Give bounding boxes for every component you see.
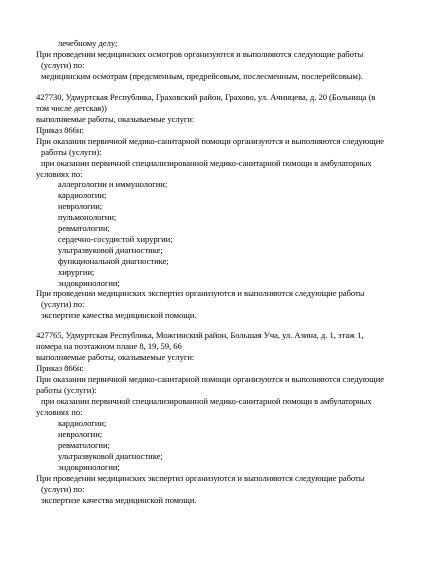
list-item: кардиологии;	[58, 418, 107, 428]
list-item: хирургии;	[58, 267, 95, 277]
order-reference: Приказ 866н:	[36, 363, 84, 373]
text-line: При оказании первичной медико-санитарной помощи организуются и выполняются следующие	[36, 136, 385, 146]
list-item: кардиологии;	[58, 190, 107, 200]
address-line: 427765, Удмуртская Республика, Можгинский район, Большая Уча, ул. Азина, д. 1, этаж 1,	[36, 330, 364, 340]
text-line: (услуги) по:	[41, 484, 85, 494]
list-item: неврологии;	[58, 201, 103, 211]
text-line: медицинским осмотрам (предсменным, предрейсовым, послесменным, послерейсовым).	[41, 71, 363, 81]
list-item: аллергологии и иммунологии;	[58, 179, 168, 189]
address-line: 427730, Удмуртская Республика, Граховский район, Грахово, ул. Ачинцева, д. 20 (Больница (в	[36, 92, 376, 102]
text-line: работы (услуги):	[41, 147, 102, 157]
text-line: (услуги) по:	[41, 299, 85, 309]
text-line: При проведении медицинских экспертиз организуются и выполняются следующие работы	[36, 288, 365, 298]
list-item: экспертизе качества медицинской помощи.	[41, 495, 197, 505]
text-line: (услуги) по:	[41, 60, 85, 70]
text-line: При проведении медицинских экспертиз организуются и выполняются следующие работы	[36, 473, 365, 483]
services-heading: выполняемые работы, оказываемые услуги:	[36, 352, 195, 362]
list-item: пульмонологии;	[58, 212, 117, 222]
services-heading: выполняемые работы, оказываемые услуги:	[36, 114, 195, 124]
list-item: ревматологии;	[58, 440, 110, 450]
list-item: эндокринологии;	[58, 462, 120, 472]
text-line: условиях по:	[36, 169, 83, 179]
list-item: экспертизе качества медицинской помощи.	[41, 310, 197, 320]
list-item: функциональной диагностике;	[58, 256, 169, 266]
text-line: условиях по:	[36, 407, 83, 417]
text-line: работы (услуги):	[36, 385, 97, 395]
list-item: сердечно-сосудистой хирургии;	[58, 234, 173, 244]
text-line: При оказании первичной медико-санитарной помощи организуются и выполняются следующие	[36, 374, 385, 384]
address-line: том числе детская))	[36, 103, 107, 113]
list-item: эндокринологии;	[58, 278, 120, 288]
text-line: При проведении медицинских осмотров организуются и выполняются следующие работы	[36, 49, 364, 59]
order-reference: Приказ 866н:	[36, 125, 84, 135]
address-line: номера на поэтажном плане 8, 19, 59, 66	[36, 341, 182, 351]
list-item: неврологии;	[58, 429, 103, 439]
list-item: ультразвуковой диагностике;	[58, 245, 163, 255]
text-line: лечебному делу;	[58, 38, 118, 48]
list-item: ревматологии;	[58, 223, 110, 233]
text-line: при оказании первичной специализированной медико-санитарной помощи в амбулаторных	[41, 396, 372, 406]
text-line: при оказании первичной специализированной медико-санитарной помощи в амбулаторных	[41, 158, 372, 168]
list-item: ультразвуковой диагностике;	[58, 451, 163, 461]
